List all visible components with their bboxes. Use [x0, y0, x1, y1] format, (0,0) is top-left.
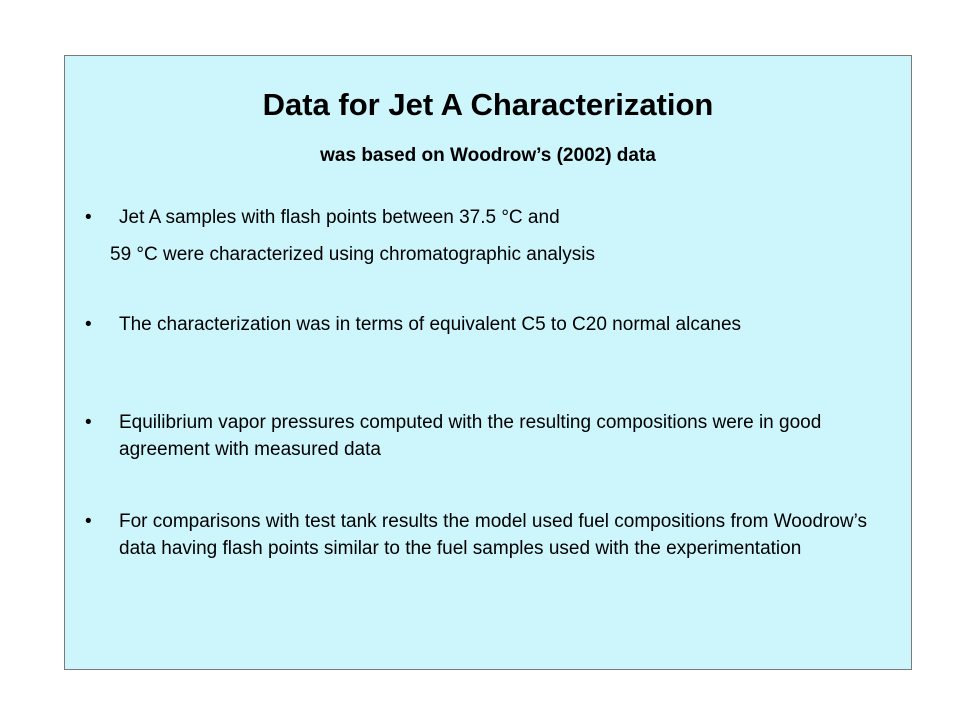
- bullet-text: For comparisons with test tank results the model used fuel compositions from Woodrow’s data having flash points similar to the fuel samples used with the experimentation: [119, 511, 868, 559]
- slide-title: Data for Jet A Characterization: [262, 87, 714, 122]
- bullet-marker: •: [85, 412, 92, 433]
- bullet-text: The characterization was in terms of equivalent C5 to C20 normal alcanes: [119, 314, 742, 335]
- bullet-marker: •: [85, 207, 92, 228]
- bullet-text: Equilibrium vapor pressures computed with the resulting compositions were in good agreement with measured data: [119, 412, 822, 460]
- bullet-marker: •: [85, 511, 92, 532]
- bullet-marker: •: [85, 314, 92, 335]
- slide-panel: [64, 55, 912, 670]
- slide-subtitle: was based on Woodrow’s (2002) data: [320, 145, 656, 166]
- bullet-text-line: 59 °C were characterized using chromatographic analysis: [110, 244, 595, 265]
- bullet-text-line: Jet A samples with flash points between 37.5 °C and: [119, 207, 560, 228]
